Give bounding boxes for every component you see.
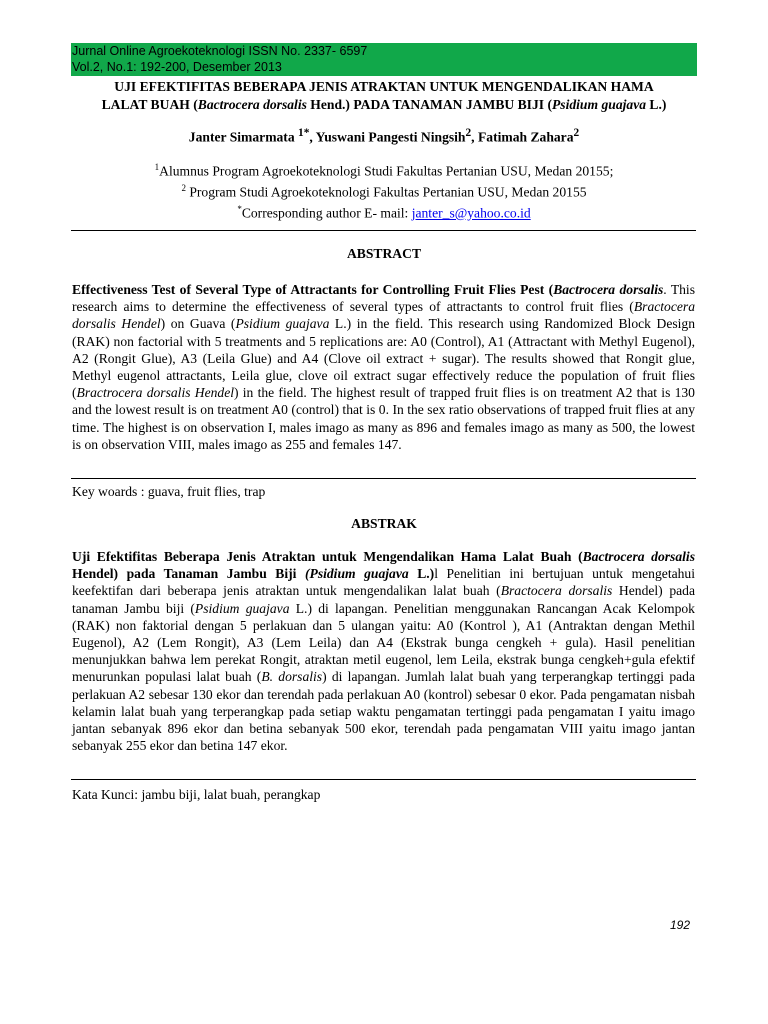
divider-abstrak	[71, 779, 696, 780]
abstract-title: Effectiveness Test of Several Type of Attractants for Controlling Fruit Flies Pest (Bactrocera dorsalis	[72, 282, 664, 297]
journal-volume-line: Vol.2, No.1: 192-200, Desember 2013	[72, 59, 282, 74]
author-email-link[interactable]: janter_s@yahoo.co.id	[411, 205, 531, 221]
affiliation-1: $^1$Alumnus Program Agroekoteknologi Studi Fakultas Pertanian USU, Medan 20155;	[154, 162, 614, 179]
affiliations	[60, 159, 708, 222]
journal-issn-line: Jurnal Online Agroekoteknologi ISSN No. 2337- 6597	[72, 44, 368, 58]
author-list: Janter Simarmata $^{1*}$, Yuswani Pangesti Ningsih$^2$, Fatimah Zahara$^2$	[188, 127, 580, 145]
journal-header-band	[71, 43, 697, 76]
author-2: , Yuswani Pangesti Ningsih	[309, 129, 466, 145]
abstrak-body: Uji Efektifitas Beberapa Jenis Atraktan untuk Mengendalikan Hama Lalat Buah (Bactrocera dorsalis Hendel) pada Tanaman Jambu Biji (Psidium guajava L.)l Penelitian ini bertujuan untuk mengetahui keefektifan dari beberapa jenis atraktan untuk mengendalikan lalat buah (Bractocera dorsalis Hendel) pada tanaman Jambu biji (Psidium guajava L.) di lapangan. Penelitian menggunakan Rancangan Acak Kelompok (RAK) non faktorial dengan 5 perlakuan dan 5 ulangan yaitu: A0 (Kontrol ), A1 (Antraktan dengan Methil Eugenol), A2 (Lem Rongit), A3 (Lem Leila) dan A4 (Ekstrak bunga cengkeh + gula). Hasil penelitian menunjukkan bahwa lem perekat Rongit, atraktan metil eugenol, lem Leila, ekstrak bunga cengkeh+gula efektif menurunkan populasi lalat buah (B. dorsalis) di lapangan. Jumlah lalat buah yang terperangkap tertinggi pada perlakuan A2 sebesar 130 ekor dan terendah pada perlakuan A0 (kontrol) sebesar 0 ekor. Pada pengamatan nisbah kelamin lalat buah yang terperangkap pada setiap waktu pengamatan tertinggi pada pengamatan I yaitu imago jantan sebanyak 896 ekor dan betina sebanyak 500 ekor, terendah pada pengamatan VIII yaitu imago jantan sebanyak 255 ekor dan betina 147 ekor.	[72, 549, 695, 754]
author-1: Janter Simarmata	[188, 129, 299, 145]
divider-top	[71, 230, 696, 231]
page-number: 192	[670, 918, 691, 932]
keywords-indonesian: Kata Kunci: jambu biji, lalat buah, perangkap	[72, 787, 321, 802]
title-species: Bactrocera dorsalis	[197, 97, 307, 112]
abstract-heading: ABSTRACT	[346, 246, 422, 261]
abstrak-title: Uji Efektifitas Beberapa Jenis Atraktan untuk Mengendalikan Hama Lalat Buah (Bactrocera dorsalis Hendel) pada Tanaman Jambu Biji (Psidium guajava L.)	[72, 549, 695, 582]
abstrak-heading: ABSTRAK	[351, 516, 417, 531]
corresponding-author: *Corresponding author E- mail: janter_s@yahoo.co.id	[237, 204, 531, 221]
author-3: , Fatimah Zahara	[471, 129, 574, 145]
paper-title	[60, 78, 708, 114]
title-line-2: LALAT BUAH (Bactrocera dorsalis Hend.) PADA TANAMAN JAMBU BIJI (Psidium guajava L.)	[101, 97, 667, 112]
divider-abstract	[71, 478, 696, 479]
title-plant: Psidium guajava	[551, 97, 647, 112]
abstract-body: Effectiveness Test of Several Type of Attractants for Controlling Fruit Flies Pest (Bactrocera dorsalis. This research aims to determine the effectiveness of several types of attractants to control fruit flies (Bractocera dorsalis Hendel) on Guava (Psidium guajava L.) in the field. This research using Randomized Block Design (RAK) non factorial with 5 treatments and 5 replications are: A0 (Control), A1 (Attractant with Methyl Eugenol), A2 (Rongit Glue), A3 (Leila Glue) and A4 (Clove oil extract + sugar). The results showed that Rongit glue, Methyl eugenol attractants, Leila glue, clove oil extract sugar effectively reduce the population of fruit flies (Bractrocera dorsalis Hendel) in the field. The highest result of trapped fruit flies is on treatment A2 that is 130 and the lowest result is on treatment A0 (control) that is 0. In the sex ratio observations of trapped fruit flies at any time. The highest is on observation I, males imago as many as 896 and females imago as many as 500, the lowest is on observation VIII, males imago as 255 and females 147.	[72, 282, 696, 452]
affiliation-2: $^2$ Program Studi Agroekoteknologi Fakultas Pertanian USU, Medan 20155	[181, 183, 587, 200]
title-line-1: UJI EFEKTIFITAS BEBERAPA JENIS ATRAKTAN UNTUK MENGENDALIKAN HAMA	[114, 79, 654, 94]
keywords-english: Key woards : guava, fruit flies, trap	[72, 484, 266, 499]
